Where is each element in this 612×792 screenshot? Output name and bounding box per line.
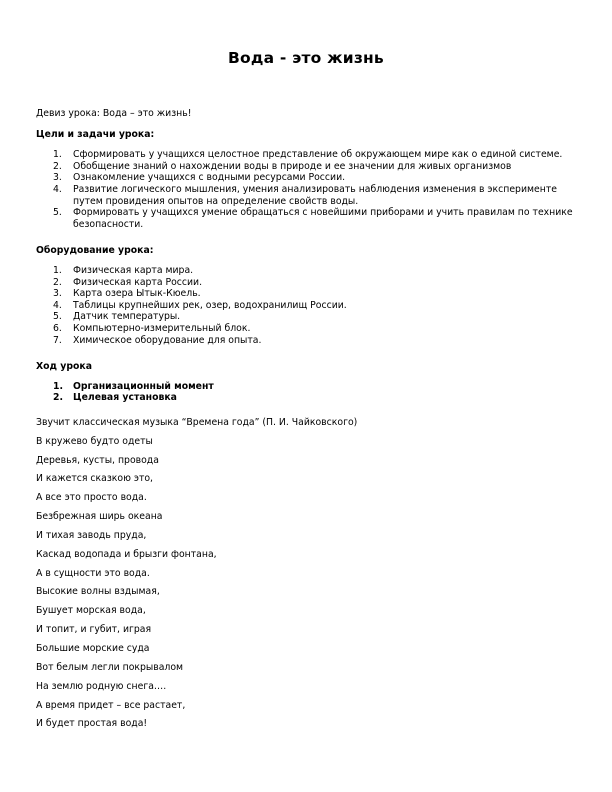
list-item: 4. Развитие логического мышления, умения анализировать наблюдения изменения в эксперименте путем провидения опытов на определение свойств воды. (53, 183, 557, 207)
poem-line: Высокие волны вздымая, (36, 586, 160, 598)
poem-line: Безбрежная ширь океана (36, 511, 163, 523)
poem-line: И тихая заводь пруда, (36, 529, 147, 541)
equipment-heading: Оборудование урока: (36, 245, 154, 257)
lesson-motto: Девиз урока: Вода – это жизнь! (36, 108, 192, 119)
list-item: 2. Физическая карта России. (53, 276, 203, 288)
list-item: 2. Обобщение знаний о нахождении воды в природе и ее значении для живых организмов (53, 160, 512, 172)
list-item: 5. Датчик температуры. (53, 311, 181, 323)
list-item: 3. Карта озера Ытык-Кюель. (53, 288, 201, 300)
goals-list (36, 149, 581, 230)
poem-line: А время придет – все растает, (36, 699, 186, 711)
document-body (36, 108, 581, 737)
progress-heading: Ход урока (36, 361, 92, 373)
music-line: Звучит классическая музыка “Времена года” (П. И. Чайковского) (36, 416, 358, 428)
list-item: 7. Химическое оборудование для опыта. (53, 334, 262, 346)
poem-line: И кажется сказкою это, (36, 473, 154, 485)
list-item: 1. Сформировать у учащихся целостное представление об окружающем мире как о единой системе. (53, 149, 563, 161)
poem-line: Деревья, кусты, провода (36, 454, 159, 466)
poem-line: Вот белым легли покрывалом (36, 661, 184, 673)
list-item: 1. Организационный момент (53, 380, 214, 392)
poem-line: Бушует морская вода, (36, 605, 146, 617)
goals-heading: Цели и задачи урока: (36, 128, 155, 140)
list-item: 3. Ознакомление учащихся с водными ресурсами России. (53, 172, 346, 184)
poem (36, 417, 581, 730)
equipment-list (36, 265, 581, 346)
list-item: 1. Физическая карта мира. (53, 264, 194, 276)
progress-list (36, 381, 581, 404)
poem-line: На землю родную снега…. (36, 680, 167, 692)
poem-line: В кружево будто одеты (36, 435, 153, 447)
list-item: 5. Формировать у учащихся умение обращаться с новейшими приборами и учить правилам по технике безопасности. (53, 207, 573, 230)
poem-line: А в сущности это вода. (36, 567, 150, 579)
poem-line: И топит, и губит, играя (36, 624, 152, 636)
poem-line: А все это просто вода. (36, 492, 147, 504)
list-item: 6. Компьютерно-измерительный блок. (53, 322, 251, 334)
list-item: 2. Целевая установка (53, 392, 177, 404)
list-item: 4. Таблицы крупнейших рек, озер, водохранилищ России. (53, 299, 347, 311)
page-title: Вода - это жизнь (228, 49, 384, 67)
poem-line: Большие морские суда (36, 643, 150, 654)
poem-line: И будет простая вода! (36, 718, 148, 730)
poem-line: Каскад водопада и брызги фонтана, (36, 548, 217, 560)
